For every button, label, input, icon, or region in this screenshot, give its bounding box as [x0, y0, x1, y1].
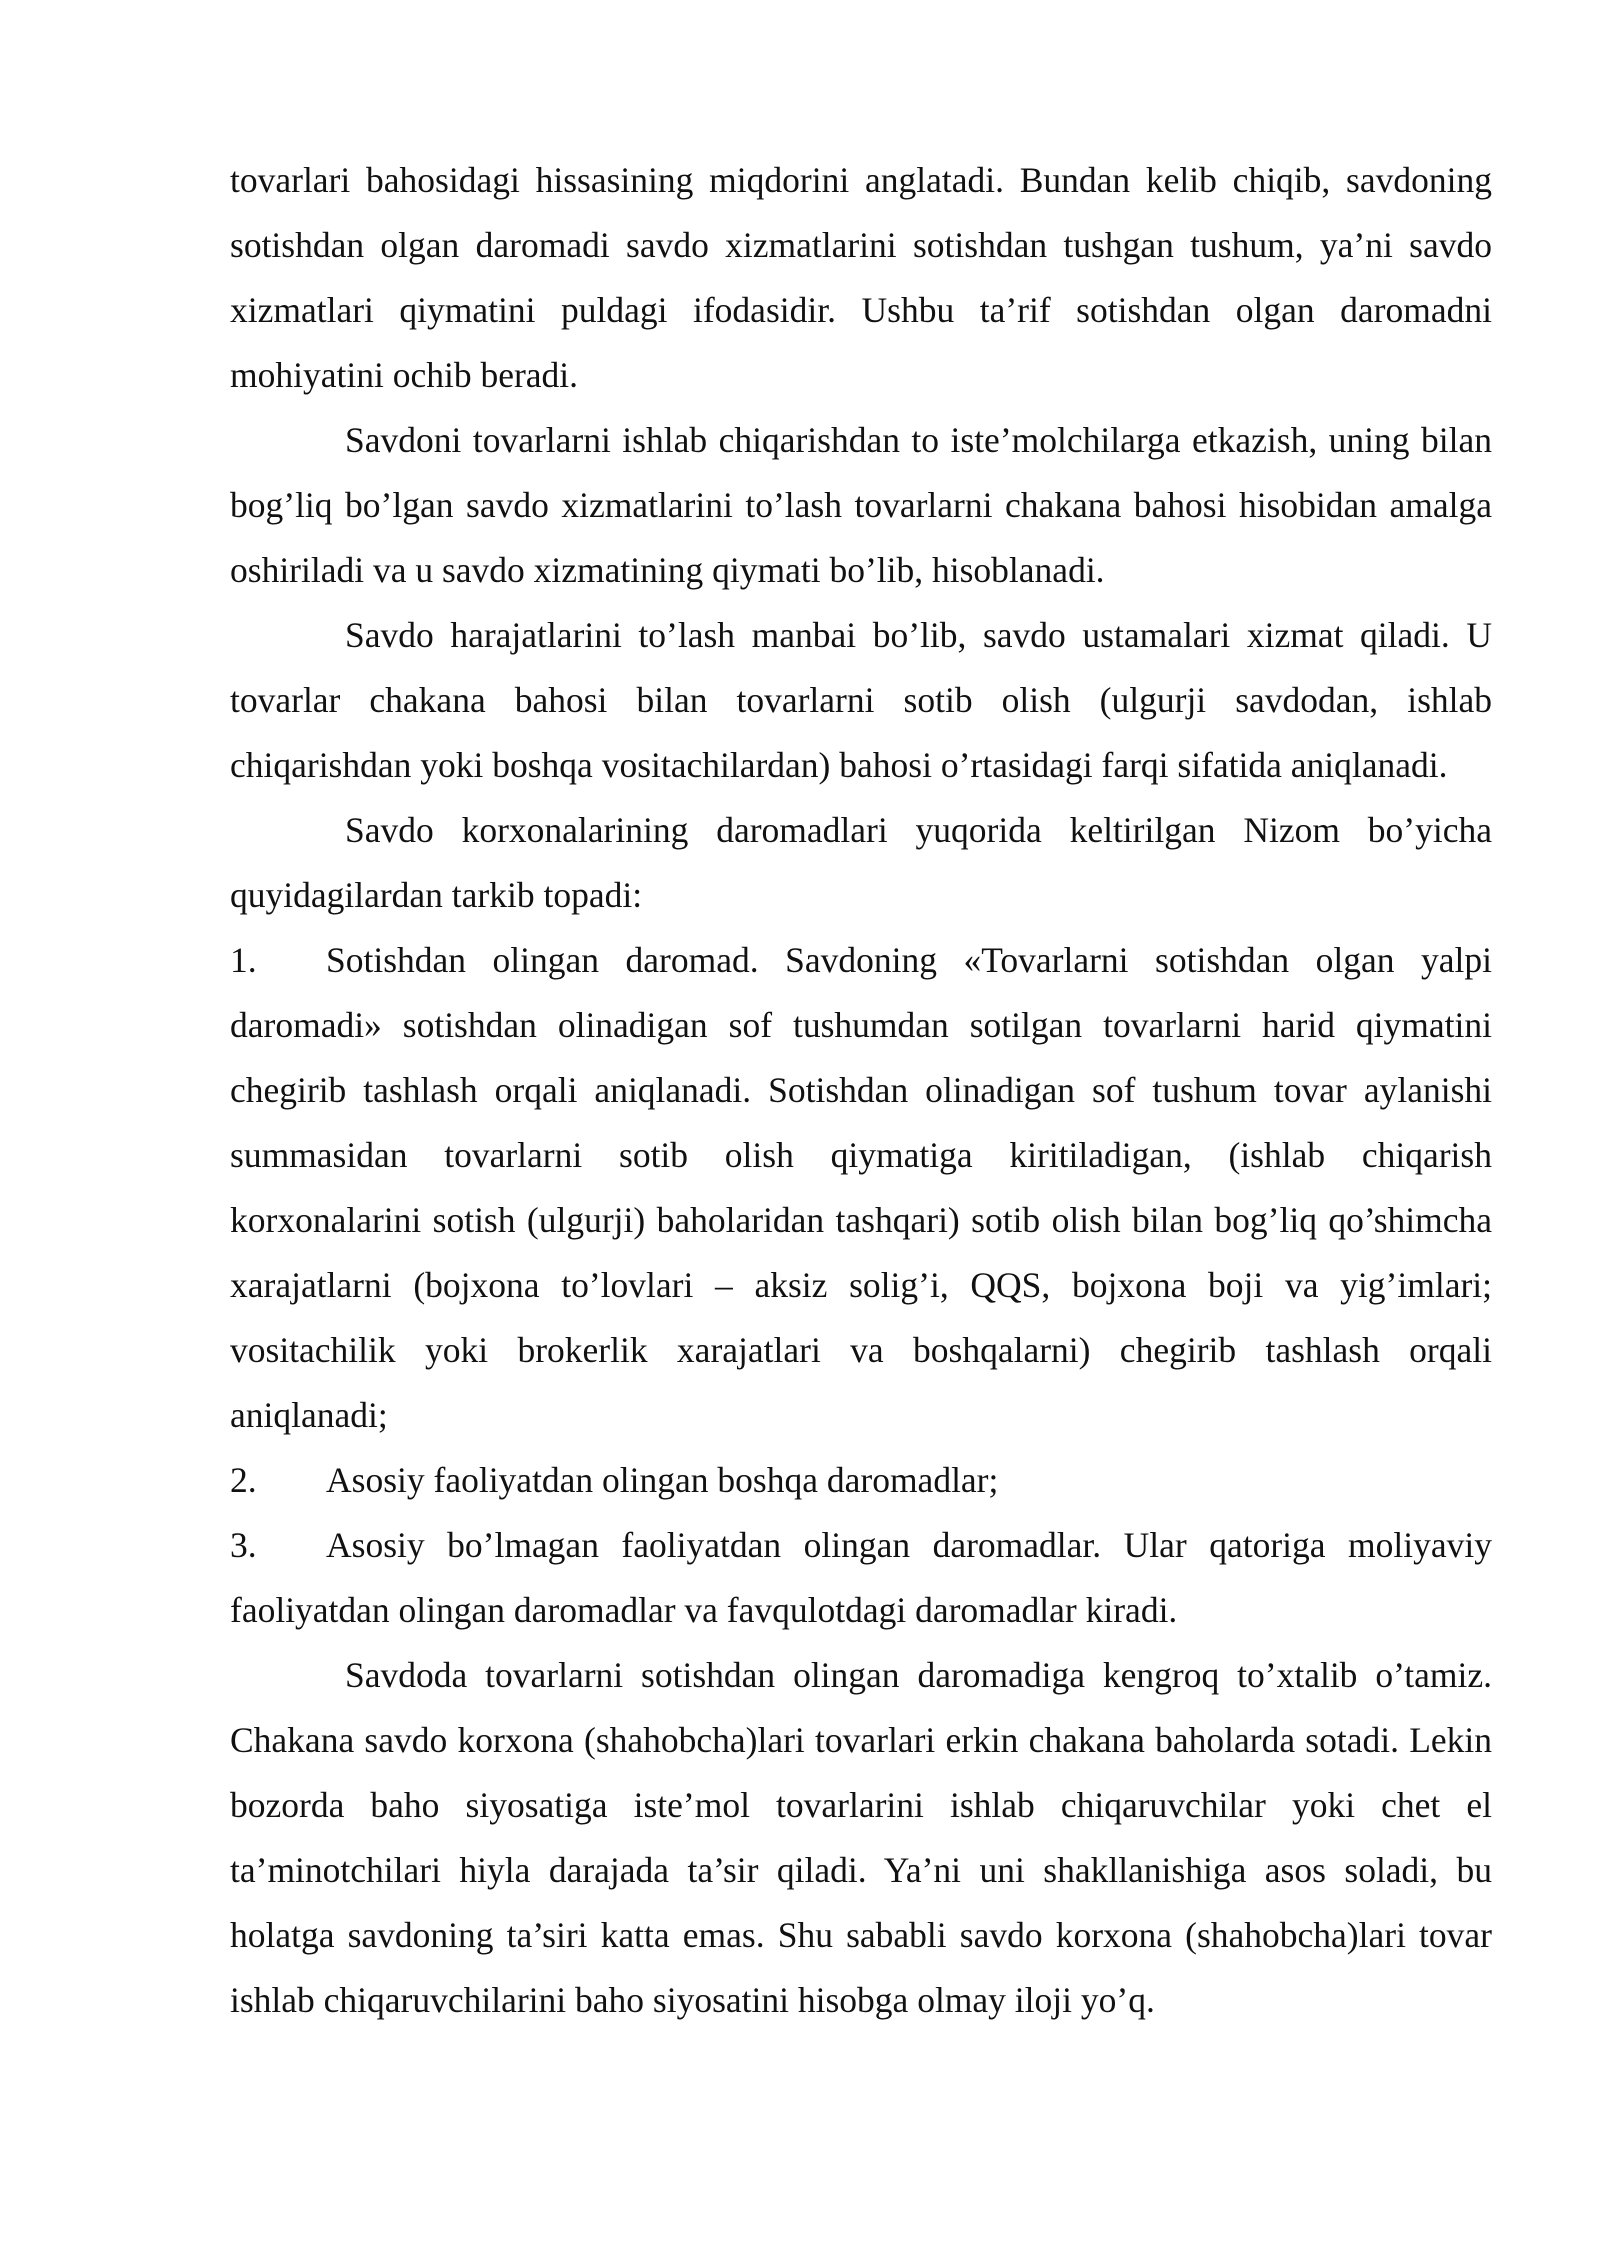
list-item-1	[230, 928, 1492, 1448]
list-item-text: Asosiy bo’lmagan faoliyatdan olingan daromadlar. Ular qatoriga moliyaviy faoliyatdan olingan daromadlar va favqulotdagi daromadlar kiradi.	[230, 1525, 1492, 1630]
document-page	[230, 148, 1492, 2033]
paragraph-2: Savdoni tovarlarni ishlab chiqarishdan to iste’molchilarga etkazish, uning bilan bog’liq bo’lgan savdo xizmatlarini to’lash tovarlarni chakana bahosi hisobidan amalga oshiriladi va u savdo xizmatining qiymati bo’lib, hisoblanadi.	[230, 420, 1492, 590]
paragraph-1: tovarlari bahosidagi hissasining miqdorini anglatadi. Bundan kelib chiqib, savdoning sotishdan olgan daromadi savdo xizmatlarini sotishdan tushgan tushum, ya’ni savdo xizmatlari qiymatini puldagi ifodasidir. Ushbu ta’rif sotishdan olgan daromadni mohiyatini ochib beradi.	[230, 160, 1492, 395]
income-list	[230, 928, 1492, 1643]
list-item-text: Asosiy faoliyatdan olingan boshqa daromadlar;	[326, 1460, 999, 1500]
paragraph-3: Savdo harajatlarini to’lash manbai bo’lib, savdo ustamalari xizmat qiladi. U tovarlar chakana bahosi bilan tovarlarni sotib olish (ulgurji savdodan, ishlab chiqarishdan yoki boshqa vositachilardan) bahosi o’rtasidagi farqi sifatida aniqlanadi.	[230, 615, 1492, 785]
paragraph-5: Savdoda tovarlarni sotishdan olingan daromadiga kengroq to’xtalib o’tamiz. Chakana savdo korxona (shahobcha)lari tovarlari erkin chakana baholarda sotadi. Lekin bozorda baho siyosatiga iste’mol tovarlarini ishlab chiqaruvchilar yoki chet el ta’minotchilari hiyla darajada ta’sir qiladi. Ya’ni uni shakllanishiga asos soladi, bu holatga savdoning ta’siri katta emas. Shu sababli savdo korxona (shahobcha)lari tovar ishlab chiqaruvchilarini baho siyosatini hisobga olmay iloji yo’q.	[230, 1655, 1492, 2020]
list-item-3	[230, 1513, 1492, 1643]
list-item-text: Sotishdan olingan daromad. Savdoning «Tovarlarni sotishdan olgan yalpi daromadi» sotishdan olinadigan sof tushumdan sotilgan tovarlarni harid qiymatini chegirib tashlash orqali aniqlanadi. Sotishdan olinadigan sof tushum tovar aylanishi summasidan tovarlarni sotib olish qiymatiga kiritiladigan, (ishlab chiqarish korxonalarini sotish (ulgurji) baholaridan tashqari) sotib olish bilan bog’liq qo’shimcha xarajatlarni (bojxona to’lovlari – aksiz solig’i, QQS, bojxona boji va yig’imlari; vositachilik yoki brokerlik xarajatlari va boshqalarni) chegirib tashlash orqali aniqlanadi;	[230, 940, 1492, 1435]
paragraph-4: Savdo korxonalarining daromadlari yuqorida keltirilgan Nizom bo’yicha quyidagilardan tarkib topadi:	[230, 810, 1492, 915]
list-item-2	[230, 1448, 1492, 1513]
list-number: 3.	[230, 1525, 257, 1565]
list-number: 1.	[230, 940, 257, 980]
list-number: 2.	[230, 1460, 257, 1500]
